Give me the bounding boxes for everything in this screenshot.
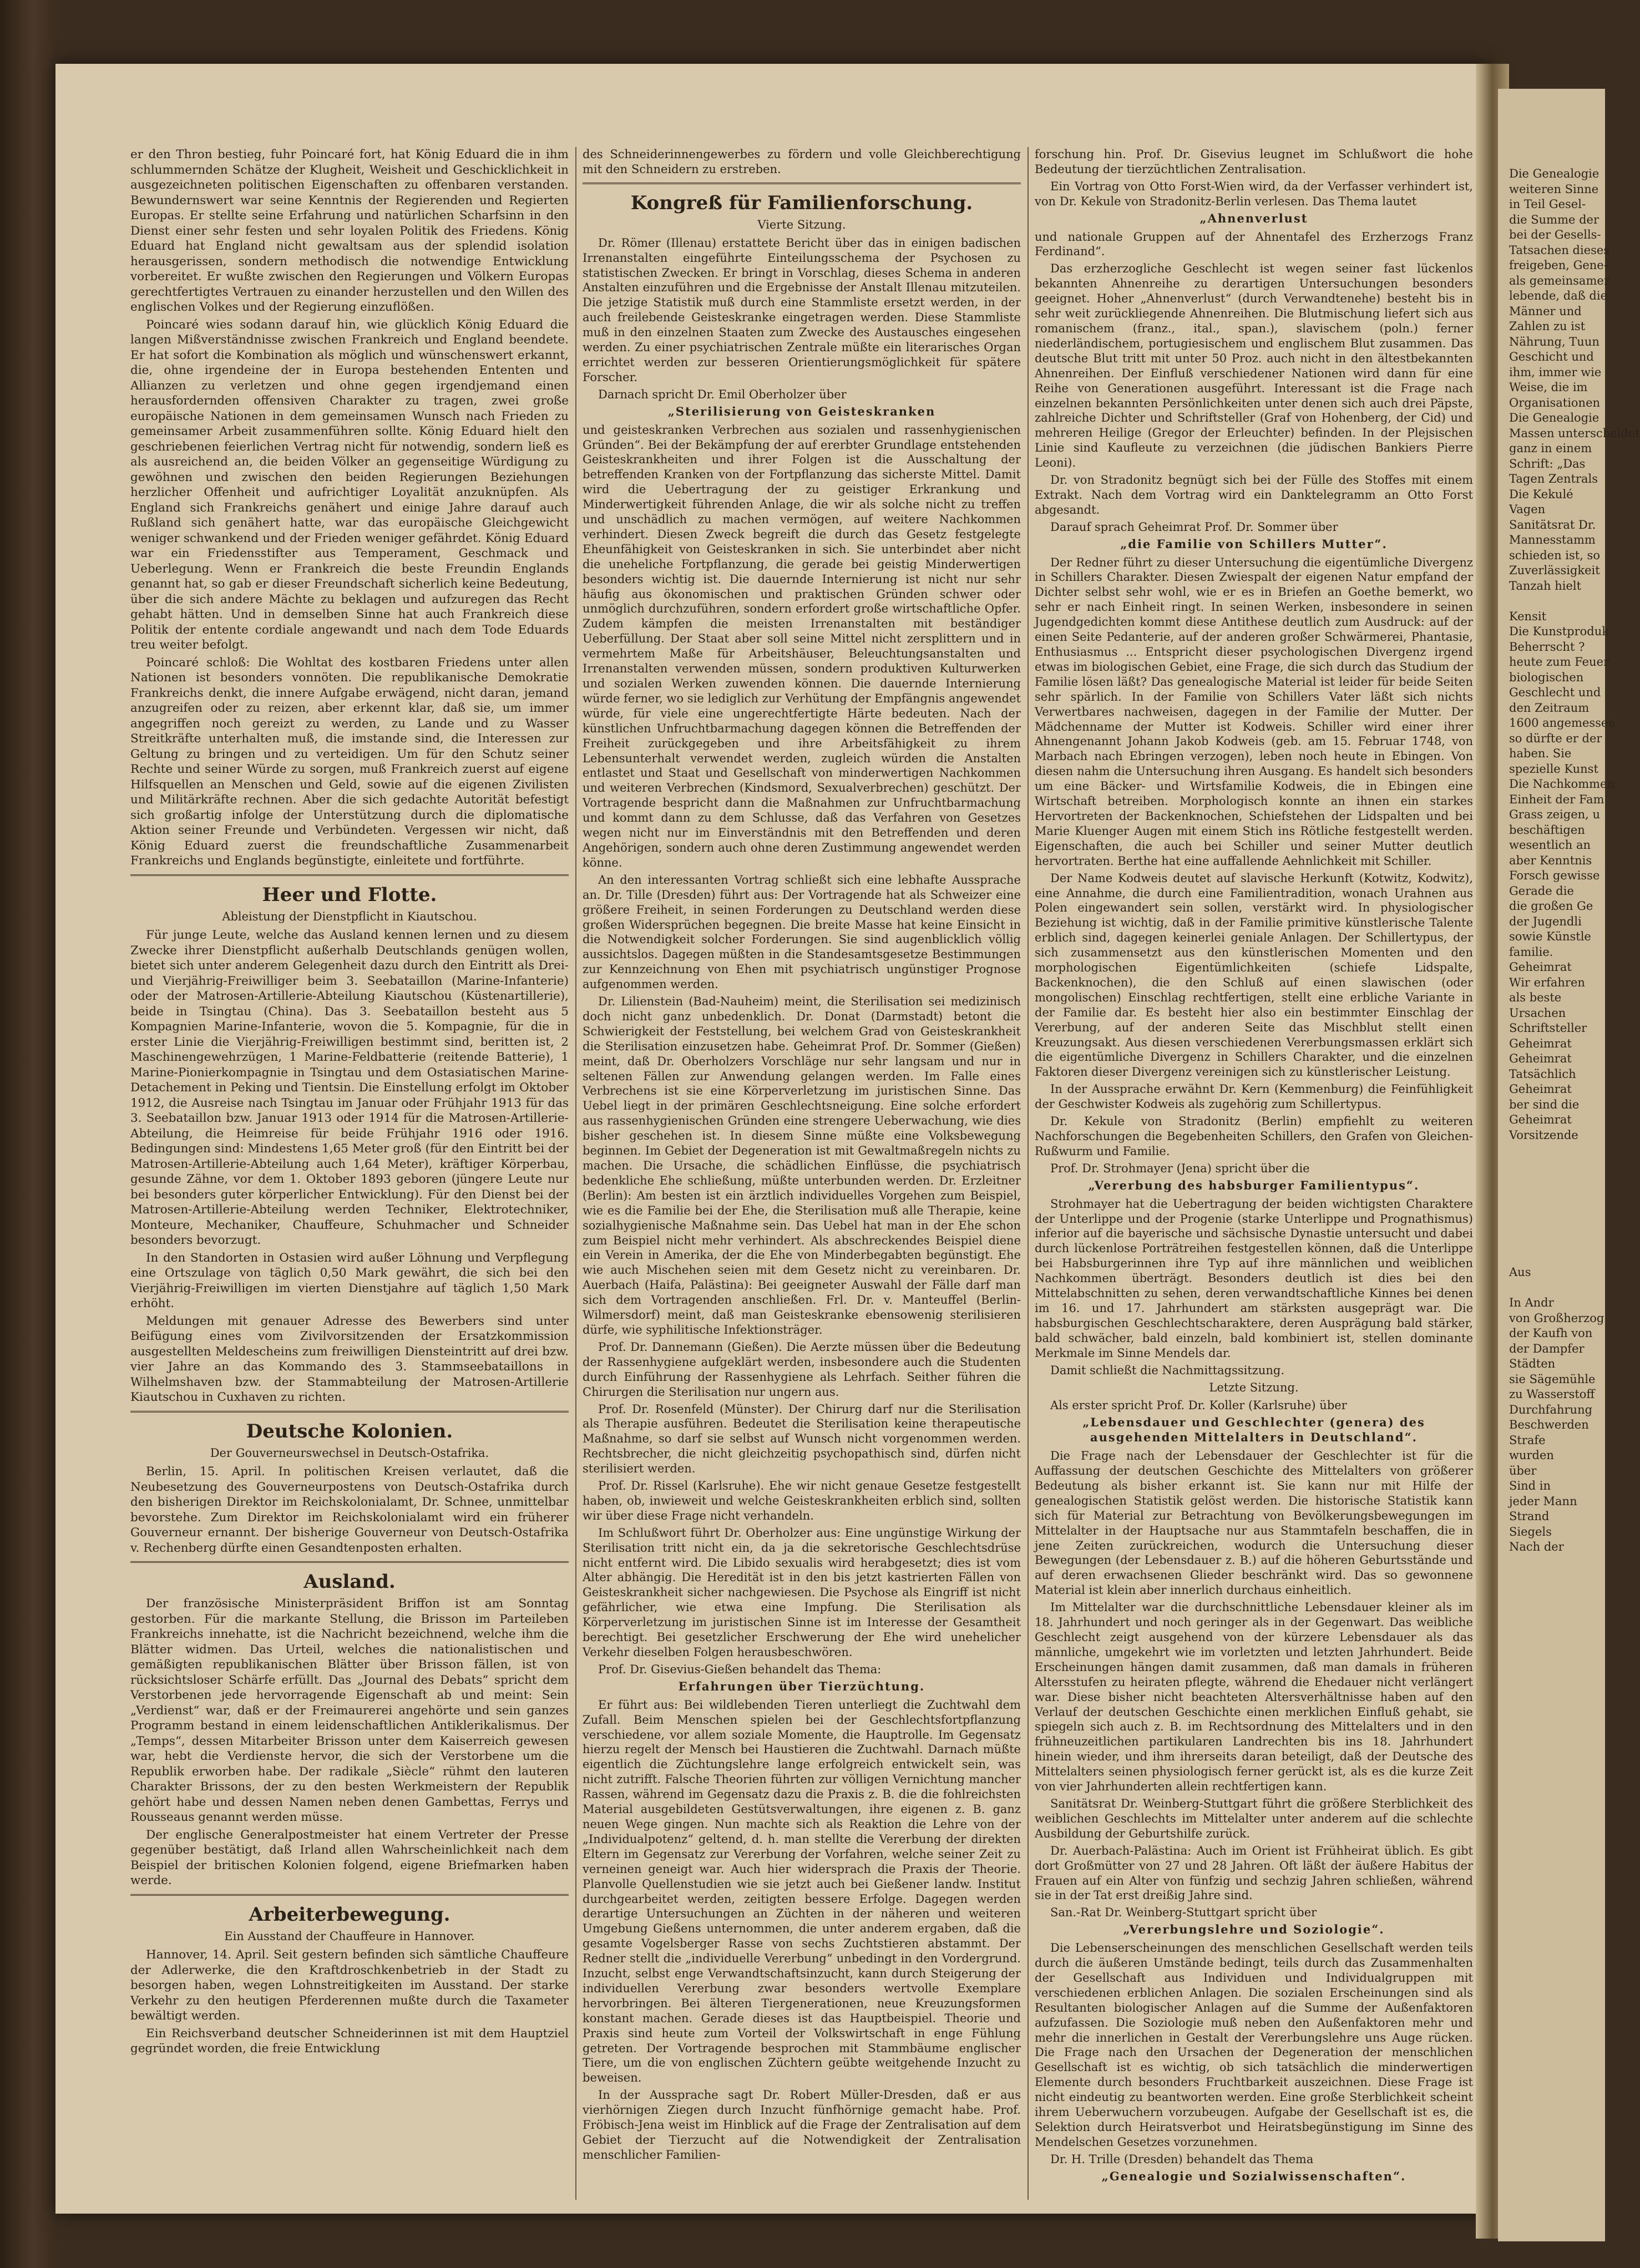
right-page-line [1509, 1280, 1603, 1296]
right-page-line: die großen Ge [1509, 899, 1593, 913]
right-page-line: der Dampfer [1509, 1341, 1585, 1355]
right-page-line: beschäftigen [1509, 823, 1585, 837]
right-page-line: jeder Mann [1509, 1494, 1577, 1508]
column-3 [1035, 147, 1473, 2188]
right-page-line: Grass zeigen, u [1509, 808, 1601, 821]
right-page-line: Kensit [1509, 609, 1547, 623]
right-page-line: wurden [1509, 1449, 1554, 1462]
article-text: Prof. Dr. Rosenfeld (Münster). Der Chirurg darf nur die Sterilisation als Therapie ausführen. Bedeutet die Sterilisation keine therapeutische Maßnahme, so darf sie selbst auf Wunsch nicht vorgenommen werden. Rechtsbrecher, die nicht gleichzeitig psychopathisch sind, dürfen nicht sterilisiert werden. [583, 1402, 1021, 1476]
right-page-line: Weise, die im [1509, 381, 1588, 394]
article-text: Darnach spricht Dr. Emil Oberholzer über [598, 387, 847, 401]
right-page-line: ihm, immer wie [1509, 365, 1602, 379]
right-page-line [1509, 1158, 1603, 1174]
right-page-line: heute zum Feuer [1509, 655, 1609, 669]
article-text: Darauf sprach Geheimrat Prof. Dr. Sommer über [1050, 520, 1338, 534]
article-text: Ein Vortrag von Otto Forst-Wien wird, da der Verfasser verhindert ist, von Dr. Kekule von Stradonitz-Berlin verlesen. Das Thema lautet [1035, 179, 1473, 208]
right-page-line: Mannesstamm [1509, 533, 1596, 546]
right-page-line: Vagen [1509, 503, 1546, 516]
right-page-line: Die Nachkommen [1509, 777, 1614, 791]
lecture-title: „Sterilisierung von Geisteskranken [667, 404, 936, 418]
article-text: An den interessanten Vortrag schließt sich eine lebhafte Aussprache an. Dr. Tille (Dresden) führt aus: Der Vortragende hat als Schweizer eine größere Freiheit, in seinen Forderungen zu Deutschland werden diese großen Widersprüchen begegnen. Die breite Masse hat keine Einsicht in die Notwendigkeit solcher Forderungen. Sie sind augenblicklich völlig aussichtslos. Dagegen müßten in die Standesamtsgesetze Bestimmungen zur Kennzeichnung von Ehen mit psychiatrisch ungünstiger Prognose aufgenommen werden. [583, 873, 1021, 991]
right-page-line: Schriftsteller [1509, 1021, 1587, 1035]
lecture-title: „Lebensdauer und Geschlechter (genera) des ausgehenden Mittelalters in Deutschland“. [1082, 1415, 1425, 1445]
article-text: In der Aussprache sagt Dr. Robert Müller-Dresden, daß er aus vierhörnigen Ziegen durch Inzucht fünfhörnige gemacht habe. Prof. Fröbisch-Jena weist im Hinblick auf die Frage der Zentralisation auf dem Gebiet der Tierzucht auf die Notwendigkeit der Zentralisation menschlicher Familien- [583, 2088, 1021, 2161]
right-page-line: Organisationen [1509, 396, 1601, 409]
right-page-line: Schrift: „Das [1509, 457, 1586, 470]
right-page-line [1509, 1234, 1603, 1250]
right-page-line: Beherrscht ? [1509, 640, 1585, 654]
lecture-title: Erfahrungen über Tierzüchtung. [678, 1679, 925, 1693]
right-page-line [1509, 1173, 1603, 1189]
section-heading: Arbeiterbewegung. [249, 1903, 451, 1926]
right-page-text [1509, 166, 1640, 1555]
lecture-title: „Ahnenverlust [1199, 211, 1308, 225]
right-page-line: Geheimrat [1509, 1082, 1572, 1096]
article-subheading: Ein Ausstand der Chauffeure in Hannover. [224, 1929, 475, 1943]
right-page-line [1509, 1189, 1603, 1204]
article-text: Der Redner führt zu dieser Untersuchung die eigentümliche Divergenz in Schillers Charakter. Diesen Zwiespalt der eigenen Natur empfand der Dichter selbst sehr wohl, wie er es in Briefen an Goethe bemerkt, wo sehr er nach Einheit ringt. In seinen Werken, insbesondere in seinen Jugendgedichten kommt diese Antithese deutlich zum Ausdruck: auf der einen Seite Pedanterie, auf der anderen großer Schwärmerei, Phantasie, Enthusiasmus ... Entspricht dieser psychologischen Divergenz irgend etwas im biologischen Gebiet, eine Frage, die sich durch das Studium der Familie lösen läßt? Das genealogische Material ist leider für beide Seiten sehr spärlich. In der Familie von Schillers Vater läßt sich nichts Verwertbares nachweisen, dagegen in der Familie der Mutter. Der Mädchenname der Mutter ist Kodweis. Schiller wird einer ihrer Ahnengenannt Johann Jakob Kodweis (geb. am 15. Februar 1748, von Marbach nach Ebringen verzogen), leben noch heute in Ebingen. Von diesen nahm die Untersuchung ihren Ausgang. Es handelt sich besonders um eine Bäcker- und Wirtsfamilie Kodweis, die in Ebingen eine Wirtschaft betreiben. Morphologisch konnte an ihnen ein starkes Hervortreten der Backenknochen, Schiefstehen der Lidspalten und bei Marie Kluenger Augen mit einem Stich ins Rötliche festgestellt werden. Eigenschaften, die auch bei Schiller und seiner Mutter deutlich hervortraten. Berthe hat eine auffallende Aehnlichkeit mit Schiller. [1035, 555, 1473, 868]
right-page-line: Geheimrat [1509, 1052, 1572, 1065]
right-page-line: der Kaufh von [1509, 1327, 1593, 1340]
article-text: und geisteskranken Verbrechen aus sozialen und rassenhygienischen Gründen“. Bei der Bekämpfung der auf ererbter Grundlage entstehenden Geisteskrankheiten und ihrer Folgen ist die Ausschaltung der betreffenden Kranken von der Fortpflanzung das sicherste Mittel. Damit wird die Uebertragung der zu geistiger Erkrankung und Minderwertigkeit führenden Anlage, die wir als solche nicht zu treffen und unschädlich zu machen vermögen, auf weitere Nachkommen verhindert. Diesen Zweck begreift die durch das Gesetz festgelegte Eheunfähigkeit von Geisteskranken in sich. Sie unterbindet aber nicht die uneheliche Fortpflanzung, die gerade bei geistig Minderwertigen besonders wichtig ist. Die dauernde Internierung ist nicht nur sehr häufig aus ökonomischen und praktischen Gründen schwer oder unmöglich durchzuführen, sondern erfordert große wirtschaftliche Opfer. Zudem kämpfen die meisten Irrenanstalten mit beständiger Ueberfüllung. Der Staat aber soll seine Mittel nicht zersplittern und in vermehrtem Maße für Arbeitshäuser, Beleuchtungsanstalten und Irrenanstalten verwenden müssen, sondern produktiven Kulturwerken und sozialen Werken zuwenden können. Die dauernde Internierung würde ferner, wo sie lediglich zur Verhütung der Empfängnis angewendet würde, für viele eine ungerechtfertigte Härte bedeuten. Nach der künstlichen Unfruchtbarmachung dagegen können die Betreffenden der Freiheit zurückgegeben und ihre Arbeitsfähigkeit zu ihrem Lebensunterhalt verwendet werden, zugleich würden die Anstalten entlastet und Staat und Gesellschaft von minderwertigen Nachkommen und weiteren Verbrechen (Kindsmord, Sexualverbrechen) geschützt. Der Vortragende bespricht dann die Maßnahmen zur Unfruchtbarmachung und kommt dann zu dem Schlusse, daß das Verfahren von Gesetzes wegen nicht nur im Einverständnis mit den Betreffenden und deren Angehörigen, sondern auch ohne deren Zustimmung angewendet werden könne. [583, 423, 1021, 869]
article-text: Prof. Dr. Dannemann (Gießen). Die Aerzte müssen über die Bedeutung der Rassenhygiene aufgeklärt werden, insbesondere auch die Studenten durch Einführung der Rassenhygiene als Lehrfach. Seither führen die Chirurgen die Sterilisation nur ungern aus. [583, 1340, 1021, 1399]
article-text: Der englische Generalpostmeister hat einem Vertreter der Presse gegenüber bestätigt, daß Irland allen Wahrscheinlichkeit nach dem Beispiel der britischen Kolonien folgend, eigene Briefmarken haben werde. [130, 1827, 569, 1887]
right-page-line: Einheit der Fam [1509, 792, 1604, 806]
right-page-line: Zuverlässigkeit [1509, 564, 1600, 577]
right-page-line: über [1509, 1464, 1537, 1477]
article-text: er den Thron bestieg, fuhr Poincaré fort, hat König Eduard die in ihm schlummernden Schätze der Klugheit, Weisheit und Geschicklichkeit in ausgezeichneten politischen Eigenschaften zu offenbaren verstanden. Bewundernswert war seine Kenntnis der Regierenden und Regierten Europas. Er stellte seine Erfahrung und natürlichen Scharfsinn in den Dienst einer sehr festen und sehr loyalen Politik des Friedens. König Eduard hat England nicht gewaltsam aus der splendid isolation herausgerissen, sondern methodisch die notwendige Entwicklung vorbereitet. Er wußte zwischen den Regierungen und Völkern Europas gerechtfertigtes Vertrauen zu einander herzustellen und den Willen des englischen Volkes und der Regierung einzuflößen. [130, 148, 569, 314]
right-page-line: sowie Künstle [1509, 930, 1591, 943]
article-subheading: Letzte Sitzung. [1209, 1380, 1299, 1394]
right-page-line: Geschlecht und [1509, 686, 1601, 699]
right-page-line: Aus [1509, 1265, 1531, 1279]
section-divider [130, 1411, 569, 1413]
article-text: Dr. Kekule von Stradonitz (Berlin) empfiehlt zu weiteren Nachforschungen die Begebenheiten Schillers, den Grafen von Gleichen-Rußwurm und Familie. [1035, 1115, 1473, 1158]
right-page-line: Die Kunstproduk [1509, 625, 1609, 638]
right-page-line: Die Genealogie [1509, 167, 1599, 180]
section-heading: Deutsche Kolonien. [246, 1420, 453, 1442]
right-page-line: den Zeitraum [1509, 701, 1590, 715]
right-page-line: Städten [1509, 1357, 1556, 1370]
article-text: Prof. Dr. Rissel (Karlsruhe). Ehe wir nicht genaue Gesetze festgestellt haben, ob, inwieweit und welche Geisteskrankheiten erblich sind, sollten wir über diese Frage nicht verhandeln. [583, 1479, 1021, 1522]
article-text: des Schneiderinnengewerbes zu fördern und volle Gleichberechtigung mit den Schneidern zu erstreben. [583, 148, 1021, 176]
right-page-line: Geschicht und [1509, 350, 1594, 363]
right-page-line: ber sind die [1509, 1097, 1580, 1111]
article-text: In den Standorten in Ostasien wird außer Löhnung und Verpflegung eine Ortszulage von täglich 0,50 Mark gewährt, die sich bei den Vierjährig-Freiwilligen im vierten Dienstjahre auf täglich 1,50 Mark erhöht. [130, 1251, 569, 1310]
right-page-line: Die Genealogie [1509, 411, 1599, 424]
article-text: Dr. von Stradonitz begnügt sich bei der Fülle des Stoffes mit einem Extrakt. Nach dem Vortrag wird ein Danktelegramm an Otto Forst abgesandt. [1035, 473, 1473, 517]
right-page-line [1509, 594, 1603, 609]
right-page-line: als beste [1509, 991, 1562, 1004]
article-subheading: Vierte Sitzung. [757, 217, 846, 231]
right-page-line: Geheimrat [1509, 960, 1572, 974]
lecture-title: „Vererbung des habsburger Familientypus“. [1088, 1178, 1420, 1192]
right-page-line: Wir erfahren [1509, 975, 1585, 989]
right-page-line: bei der Gesells- [1509, 228, 1601, 241]
right-page-line: weiteren Sinne [1509, 182, 1599, 196]
right-page-line: biologischen [1509, 670, 1584, 684]
right-page-line: als gemeinsamer [1509, 274, 1609, 287]
right-page-line: Tagen Zentrals [1509, 472, 1598, 485]
article-text: Poincaré schloß: Die Wohltat des kostbaren Friedens unter allen Nationen ist besonders vonnöten. Die republikanische Demokratie Frankreichs denkt, die innere Aufgabe erwägend, nicht daran, jemand anzugreifen oder zu reizen, aber erkennt klar, daß sie, um immer angegriffen noch gereizt zu werden, zu Lande und zu Wasser Streitkräfte unterhalten muß, die imstande sind, die Interessen zur Geltung zu bringen und zu verteidigen. Um für den Schutz seiner Rechte und seiner Würde zu sorgen, muß Frankreich zuerst auf eigene Hilfsquellen an Menschen und Geld, sowie auf die eigenen Zivilisten und Militärkräfte rechnen. Aber die sich gedachte Autorität befestigt sich großartig infolge der Unterstützung durch die diplomatische Aktion seiner Freunde und Verbündeten. Vergessen wir nicht, daß König Eduard zuerst die freundschaftliche Zusammenarbeit Frankreichs und Englands begünstigte, einleitete und fortführte. [130, 655, 569, 868]
right-page-line: aber Kenntnis [1509, 853, 1592, 867]
article-text: Damit schließt die Nachmittagssitzung. [1050, 1363, 1285, 1377]
right-page-line: ganz in einem [1509, 442, 1592, 455]
right-page-line: Vorsitzende [1509, 1128, 1578, 1142]
article-text: und nationale Gruppen auf der Ahnentafel des Erzherzogs Franz Ferdinand“. [1035, 230, 1473, 259]
article-text: forschung hin. Prof. Dr. Gisevius leugnet im Schlußwort die hohe Bedeutung der tierzüchtlichen Zentralisation. [1035, 148, 1473, 176]
article-text: Im Mittelalter war die durchschnittliche Lebensdauer kleiner als im 18. Jahrhundert und noch geringer als in der Gegenwart. Das weibliche Geschlecht zeigt ausgehend von der kürzere Lebensdauer als das männliche, umgekehrt wie im vorletzten und letzten Jahrhundert. Beide Erscheinungen hängen damit zusammen, daß man damals in früheren Altersstufen zu heiraten pflegte, während die Ehedauer nicht verlängert war. Diese bisher nicht beachteten Altersverhältnisse haben auf den Verlauf der deutschen Geschichte einen merklichen Einfluß gehabt, sie spiegeln sich auch z. B. im Rechtsordnung des Mittelalters und in den frühneuzeitlichen partikularen Landrechten bis ins 18. Jahrhundert hinein wieder, und ihm ihrerseits daran beteiligt, daß der Deutsche des Mittelalters seinen physiologisch ferner gerückt ist, als es die kurze Zeit von vier Jahrhunderten allein rechtfertigen kann. [1035, 1601, 1473, 1794]
right-page-line: Siegels [1509, 1525, 1552, 1538]
article-text: Das erzherzogliche Geschlecht ist wegen seiner fast lückenlos bekannten Ahnenreihe zu derartigen Untersuchungen besonders geeignet. Hoher „Ahnenverlust“ (durch Verwandtenehe) besteht bis in sehr weit zurückliegende Ahnenreihen. Die Blutmischung liefert sich aus romanischem (franz., ital., span.), slavischem (poln.) ferner niederländischem, portugiesischem und englischem Blut zusammen. Das deutsche Blut tritt mit unter 50 Proz. auch nicht in den ältestbekannten Ahnenreihen. Der Einfluß verschiedener Nationen wird dann für eine Reihe von Generationen ausgeführt. Interessant ist die Frage nach einzelnen bekannten Persönlichkeiten unter denen sich auch drei Päpste, zahlreiche Dichter und Schriftsteller (Graf von Hohenberg, der Cid) und mehreren Heilige (Gregor der Erleuchter) befinden. In der Plejsischen Linie sind Kaufleute zu verzeichnen (die jüdischen Bankiers Pierre Leoni). [1035, 262, 1473, 470]
right-page-line: die Summe der [1509, 212, 1599, 226]
right-page-line: Tatsachen dieses [1509, 243, 1610, 257]
article-subheading: Ableistung der Dienstpflicht in Kiautschou. [222, 909, 477, 923]
article-text: San.-Rat Dr. Weinberg-Stuttgart spricht über [1050, 1906, 1317, 1920]
article-text: Dr. Lilienstein (Bad-Nauheim) meint, die Sterilisation sei medizinisch doch nicht ganz unbedenklich. Dr. Donat (Darmstadt) betont die Schwierigkeit der Feststellung, bei welchem Grad von Geisteskrankheit die Sterilisation einzusetzen habe. Geheimrat Prof. Dr. Sommer (Gießen) meint, daß Dr. Oberholzers Vorschläge nur sehr langsam und nur in seltenen Fällen zur Anwendung gelangen werden. Im Falle eines Verbrechens ist sie eine Körperverletzung im juristischen Sinne. Das Uebel liegt in der primären Geschlechtsneigung. Eine solche erfordert aus rassenhygienischen Gründen eine strengere Ueberwachung, wie dies bisher geschehen ist. In diesem Sinne müßte eine Volksbewegung beginnen. Im Gebiet der Degeneration ist mit Gewaltmaßregeln nichts zu machen. Die Ursache, die schädlichen Einflüsse, die psychiatrisch bedenkliche Ehe schließung, müßte unterbunden werden. Dr. Erzleitner (Berlin): Am besten ist ein ärztlich individuelles Vorgehen zum Beispiel, wie es die Familie bei der Ehe, die Sterilisation muß alle Therapie, keine sozialhygienische Maßnahme sein. Das Uebel hat man in der Ehe schon zum Beispiel nicht mehr verhindert. Als abschreckendes Beispiel diene ein Verein in Amerika, der die Ehe von Minderbegabten begünstigt. Ehe wie auch Mischehen seien mit dem Gesetz nicht zu vereinbaren. Dr. Auerbach (Haifa, Palästina): Bei geeigneter Auswahl der Fälle darf man sich dem Vortragenden anschließen. Frl. Dr. v. Manteuffel (Berlin-Wilmersdorf) meint, daß man Geisteskranke ebensowenig sterilisieren dürfe, wie syphilitische Infektionsträger. [583, 995, 1021, 1336]
right-page-line: Gerade die [1509, 884, 1574, 898]
article-text: Dr. Auerbach-Palästina: Auch im Orient ist Frühheirat üblich. Es gibt dort Großmütter von 27 und 28 Jahren. Oft läßt der äußere Habitus der Frauen auf ein Alter von fünfzig und sechzig Jahren schließen, während sie in der Tat erst dreißig Jahre sind. [1035, 1844, 1473, 1902]
section-divider [130, 1894, 569, 1896]
section-heading: Ausland. [303, 1571, 396, 1593]
right-page-line: Sind in [1509, 1479, 1551, 1492]
right-page-line [1509, 1250, 1603, 1265]
right-page-line: Nährung, Tuun [1509, 335, 1599, 348]
article-text: Berlin, 15. April. In politischen Kreisen verlautet, daß die Neubesetzung des Gouverneurpostens von Deutsch-Ostafrika durch den bisherigen Direktor im Reichskolonialamt, Dr. Schnee, unmittelbar bevorstehe. Zum Direktor im Reichskolonialamt wird ein früherer Gouverneur ernannt. Der bisherige Gouverneur von Deutsch-Ostafrika v. Rechenberg dürfte einen Gesandtenposten erhalten. [130, 1465, 569, 1555]
column-rule [1027, 147, 1029, 2200]
article-text: Als erster spricht Prof. Dr. Koller (Karlsruhe) über [1050, 1399, 1347, 1413]
article-text: Im Schlußwort führt Dr. Oberholzer aus: Eine ungünstige Wirkung der Sterilisation tritt nicht ein, da ja die sekretorische Geschlechtsdrüse nicht entfernt wird. Die Libido sexualis wird herabgesetzt; dies ist vom Alter abhängig. Die Heredität ist in den bis jetzt kastrierten Fällen von Geisteskrankheit sicher nachgewiesen. Die Psychose als Eingriff ist nicht gefährlicher, wie etwa eine Impfung. Die Sterilisation als Körperverletzung im juristischen Sinne ist im Interesse der Gesamtheit berechtigt. Bei gesetzlicher Erschwerung der Ehe wird unehelicher Verkehr dieselben Folgen herausbeschwören. [583, 1526, 1021, 1659]
right-page-line: von Großherzog [1509, 1311, 1604, 1325]
column-2 [583, 147, 1021, 2165]
right-page-line: Männer und [1509, 304, 1582, 318]
article-text: Sanitätsrat Dr. Weinberg-Stuttgart führt die größere Sterblichkeit des weiblichen Geschlechts im Mittelalter unter anderem auf die schlechte Ausbildung der Geburtshilfe zurück. [1035, 1796, 1473, 1840]
right-page-line: Sanitätsrat Dr. [1509, 518, 1596, 531]
right-page-line: so dürfte er der [1509, 731, 1602, 745]
column-1 [130, 147, 569, 2059]
right-page-line: sie Sägemühle [1509, 1372, 1596, 1386]
right-page-line: Forsch gewisse [1509, 869, 1600, 882]
right-page-line: Beschwerden [1509, 1418, 1589, 1431]
right-page-line: Die Kekulé [1509, 487, 1573, 501]
section-divider [130, 1561, 569, 1563]
article-text: Er führt aus: Bei wildlebenden Tieren unterliegt die Zuchtwahl dem Zufall. Beim Menschen spielen bei der Geschlechtsfortpflanzung verschiedene, vor allem soziale Momente, die Hauptrolle. Im Gegensatz hierzu regelt der Mensch bei Haustieren die Zuchtwahl. Darnach müßte eigentlich die Züchtungslehre lange erfolgreich entwickelt sein, was nicht zutrifft. Falsche Theorien führten zur völligen Vernichtung mancher Rassen, während im Gegensatz dazu die Praxis z. B. die die fohlreichsten Material ausgebildeten Gestütsverwaltungen, ihre eigenen z. B. ganz neuen Wege gingen. Nun machte sich als Reaktion die Lehre von der „Individualpotenz“ geltend, d. h. man stellte die Vererbung der direkten Eltern im Gegensatz zur Vererbung der Vorfahren, welche seiner Zeit zu verneinen geneigt war. Auch hier widersprach die Praxis der Theorie. Planvolle Quellenstudien wie sie jetzt auch bei Gießener landw. Institut durchgearbeitet werden, zeitigten bessere Erfolge. Dagegen werden derartige Untersuchungen an Züchten in der näheren und weiteren Umgebung Gießens unternommen, die unter anderem ergaben, daß die gesamte Vogelsberger Rasse von sechs Zuchtstieren abstammt. Der Redner stellt die „individuelle Vererbung“ unbedingt in den Vordergrund. Inzucht, selbst enge Verwandtschaftsinzucht, kann durch Steigerung der individuellen Vererbung zwar besonders wertvolle Exemplare hervorbringen. Bei älteren Tiergenerationen, neue Kreuzungsformen konstant machen. Gerade dieses ist das Hauptbeispiel. Theorie und Praxis sind heute zum Vorteil der Volkswirtschaft in enge Fühlung getreten. Der Vortragende besprochen mit Stammbäume englischer Tiere, um die von englischen Züchtern geübte weitgehende Inzucht zu beweisen. [583, 1698, 1021, 2085]
article-text: Poincaré wies sodann darauf hin, wie glücklich König Eduard die langen Mißverständnisse zwischen Frankreich und England beendete. Er hat sofort die Kombination als möglich und wünschenswert erkannt, die, ohne irgendeine der in Europa bestehenden Ententen und Allianzen zu verletzen und ohne gegen irgendjemand einen herausfordernden offensiven Charakter zu tragen, zwei große europäische Nationen in dem gemeinsamen Wunsch nach Frieden zu gemeinsamer Arbeit zusammenführen sollte. König Eduard hielt den geschriebenen feierlichen Vertrag nicht für notwendig, sondern ließ es als ausreichend an, die beiden Völker an gegenseitige Würdigung zu gewöhnen und zwischen den beiden Regierungen Beziehungen herzlicher Offenheit und aufrichtiger Loyalität anzuknüpfen. Als England sich Frankreichs genähert und einige Jahre darauf auch Rußland sich genähert hatte, war das europäische Gleichgewicht weniger schwankend und der Frieden weniger gefährdet. König Eduard war ein Friedensstifter aus Temperament, Geschmack und Ueberlegung. Wenn er Frankreich die beste Freundin Englands genannt hat, so gab er dieser Freundschaft sicherlich keine Bedeutung, über die sich andere Mächte zu beklagen und aufzuregen das Recht gehabt hätten. Und in demselben Sinne hat auch Frankreich diese Politik der entente cordiale angewandt und nach dem Tode Eduards treu weiter befolgt. [130, 317, 569, 652]
right-page-line [1509, 1219, 1603, 1235]
column-rule [575, 147, 576, 2200]
article-subheading: Der Gouverneurswechsel in Deutsch-Ostafrika. [210, 1446, 489, 1460]
article-text: Dr. H. Trille (Dresden) behandelt das Thema [1050, 2152, 1314, 2166]
right-page-line: freigeben, Gene- [1509, 259, 1608, 272]
article-text: Hannover, 14. April. Seit gestern befinden sich sämtliche Chauffeure der Adlerwerke, die den Kraftdroschkenbetrieb in der Stadt zu besorgen haben, wegen Lohnstreitigkeiten im Ausstand. Der starke Verkehr zu den heutigen Pferderennen mußte durch die Taxameter bewältigt werden. [130, 1948, 569, 2023]
right-page-line [1509, 1143, 1603, 1158]
article-text: Meldungen mit genauer Adresse des Bewerbers sind unter Beifügung eines vom Zivilvorsitzenden der Ersatzkommission ausgestellten Meldescheins zum freiwilligen Diensteintritt auf drei bzw. vier Jahre an das Kommando des 3. Stammseebataillons in Wilhelmshaven bzw. der Stammabteilung der Matrosen-Artillerie Kiautschou in Cuxhaven zu richten. [130, 1314, 569, 1404]
right-page-line: schieden ist, so [1509, 548, 1600, 562]
section-heading: Heer und Flotte. [262, 883, 437, 906]
section-divider [130, 874, 569, 876]
article-text: Ein Reichsverband deutscher Schneiderinnen ist mit dem Hauptziel gegründet worden, die freie Entwicklung [130, 2026, 569, 2056]
right-page-line: familie. [1509, 945, 1553, 959]
right-page-line: Zahlen zu ist [1509, 320, 1586, 333]
right-page-line: haben. Sie [1509, 747, 1572, 760]
right-page-line: Tanzah hielt [1509, 579, 1582, 593]
right-page-line: zu Wasserstoff [1509, 1388, 1595, 1401]
right-page-line: in Teil Gesel- [1509, 198, 1586, 211]
right-page-line: Strafe [1509, 1433, 1546, 1447]
article-text: Die Frage nach der Lebensdauer der Geschlechter ist für die Auffassung der deutschen Geschichte des Mittelalters von größerer Bedeutung als bisher erkannt ist. Sie kann nur mit Hilfe der genealogischen Statistik gelöst werden. Die historische Statistik kann sich für Material zur Betrachtung von Bevölkerungsbewegungen im Mittelalter in der Hauptsache nur aus Stammtafeln beschaffen, die in jene Zeiten zurückreichen, wodurch die Untersuchung dieser Bewegungen (der Lebensdauer z. B.) auf die höheren Geburtsstände und auf deren erwachsenen Glieder beschränkt wird. Das so gewonnene Material ist klein aber innerlich durchaus einheitlich. [1035, 1449, 1473, 1597]
right-page-line: Strand [1509, 1510, 1550, 1523]
right-page-line: spezielle Kunst [1509, 762, 1598, 776]
right-page-line: der Jugendli [1509, 914, 1582, 928]
right-page-line: Ursachen [1509, 1006, 1566, 1020]
article-text: Dr. Römer (Illenau) erstattete Bericht über das in einigen badischen Irrenanstalten eingeführte Einteilungsschema der Psychosen zu statistischen Zwecken. Er bringt in Vorschlag, dieses Schema in anderen Anstalten einzuführen und die Ergebnisse der Anstalt Illenau mitzuteilen. Die jetzige Statistik muß durch eine Stammliste ersetzt werden, in der auch freilebende Geisteskranke eingetragen werden. Diese Stammliste muß in den einzelnen Staaten zum Zwecke des Austausches eingesehen werden. Zu einer psychiatrischen Zentrale müßte ein literarisches Organ errichtet werden zur besseren Orientierungsmöglichkeit für spätere Forscher. [583, 236, 1021, 384]
right-page-line: lebende, daß die [1509, 289, 1608, 302]
right-page-line: In Andr [1509, 1296, 1554, 1309]
lecture-title: „die Familie von Schillers Mutter“. [1120, 536, 1388, 551]
article-text: Der Name Kodweis deutet auf slavische Herkunft (Kotwitz, Kodwitz), eine Annahme, die durch eine Familientradition, wonach Urahnen aus Polen eingewandert sein sollen, verstärkt wird. In physiologischer Beziehung ist wichtig, daß in der Familie primitive künstlerische Talente erblich sind, dagegen keinerlei geniale Anlagen. Der Schillertypus, der sich zusammensetzt aus den künstlerischen Momenten und den morphologischen Eigentümlichkeiten (schiefe Lidspalte, Backenknochen), die den Schluß auf einen slawischen (oder mongolischen) Einschlag rechtfertigen, stellt eine erbliche Variante in der Familie dar. Es besteht hier also ein bestimmter Einschlag der Vererbung, auf der anderen Seite das Mischblut stellt einen Kreuzungsakt. Aus diesen verschiedenen Vererbungsmassen erklärt sich die eigentümliche Divergenz in Schillers Charakter, und die einzelnen Faktoren dieser Divergenz vereinigen sich zu künstlerischer Leistung. [1035, 871, 1473, 1079]
article-text: Die Lebenserscheinungen des menschlichen Gesellschaft werden teils durch die äußeren Umstände bedingt, teils durch das Zusammenhalten der Gesellschaft aus Individuen und Individualgruppen mit verschiedenen erblichen Anlagen. Die sozialen Erscheinungen sind als Resultanten biologischer Anlagen auf die Summe der Außenfaktoren aufzufassen. Die Soziologie muß neben den Außenfaktoren mehr und mehr die innerlichen in Gestalt der Vererbungslehre uns Auge rücken. Die Frage nach den Ursachen der Degeneration der menschlichen Gesellschaft ist es wichtig, ob sich tatsächlich die minderwertigen Elemente durch besonders Fruchtbarkeit auszeichnen. Diese Frage ist nicht eindeutig zu beantworten werden. Eine große Sterblichkeit scheint ihrem Ueberwuchern vorzubeugen. Aufgabe der Gesellschaft ist es, die Selektion durch Heiratsverbot und Heiratsbegünstigung im Sinne des Mendelschen Gesetzes vorzunehmen. [1035, 1941, 1473, 2149]
right-page-line: Tatsächlich [1509, 1067, 1576, 1081]
article-text: Der französische Ministerpräsident Briffon ist am Sonntag gestorben. Für die markante Stellung, die Brisson im Parteileben Frankreichs innehatte, ist die Nachricht bezeichnend, welche ihm die Blätter widmen. Das Urteil, welches die nationalistischen und gemäßigten republikanischen Blätter über Brisson fällen, ist von rücksichtsloser Schärfe erfüllt. Das „Journal des Debats“ spricht dem Verstorbenen jede hervorragende Eigenschaft ab und meint: Sein „Verdienst“ war, daß er der Freimaurerei angehörte und sein ganzes Programm bestand in einem leidenschaftlichen Antiklerikalismus. Der „Temps“, dessen Mitarbeiter Brisson unter dem Kaiserreich gewesen war, hebt die Verdienste hervor, die sich der Verstorbene um die Republik erworben habe. Der radikale „Siècle“ rühmt den lauteren Charakter Brissons, der zu den besten Werkmeistern der Republik gehört habe und dessen Namen neben denen Gambettas, Ferrys und Rousseaus genannt werden müsse. [130, 1597, 569, 1824]
article-text: Prof. Dr. Strohmayer (Jena) spricht über die [1050, 1161, 1310, 1175]
right-page-line: Nach der [1509, 1540, 1564, 1553]
right-page-line: Durchfahrung [1509, 1403, 1593, 1416]
article-text: Strohmayer hat die Uebertragung der beiden wichtigsten Charaktere der Unterlippe und der Progenie (starke Unterlippe und Prognathismus) inferior auf die bayerische und sächsische Dynastie untersucht und dabei durch lückenlose Porträtreihen festgestellen können, daß die Unterlippe bei Habsburgerinnen ihre Typ auf ihre männlichen und weiblichen Nachkommen überträgt. Besonders deutlich ist dies bei den Mittelabschnitten zu sehen, deren verwandtschaftliche Kinnes bei denen im 16. und 17. Jahrhundert am stärksten ausgeprägt war. Die habsburgischen Geschlechtscharaktere, deren Ausprägung bald stärker, bald schwächer, bald einzeln, bald kombiniert ist, stellen dominante Merkmale im Sinne Mendels dar. [1035, 1197, 1473, 1360]
right-page-line: Geheimrat [1509, 1113, 1572, 1126]
section-divider [583, 183, 1021, 184]
lecture-title: „Vererbungslehre und Soziologie“. [1123, 1922, 1385, 1937]
article-text: In der Aussprache erwähnt Dr. Kern (Kemmenburg) die Feinfühligkeit der Geschwister Kodweis als zugehörig zum Schillertypus. [1035, 1082, 1473, 1111]
lecture-title: „Genealogie und Sozialwissenschaften“. [1101, 2169, 1406, 2183]
right-page-line: 1600 angemessen [1509, 716, 1616, 730]
right-page-line: Geheimrat [1509, 1036, 1572, 1050]
right-page-line [1509, 1204, 1603, 1219]
article-text: Für junge Leute, welche das Ausland kennen lernen und zu diesem Zwecke ihrer Dienstpflicht außerhalb Deutschlands genügen wollen, bietet sich unter anderem Gelegenheit dazu durch den Eintritt als Drei- und Vierjährig-Freiwilliger beim 3. Seebataillon (Marine-Infanterie) oder der Matrosen-Artillerie-Abteilung Kiautschou (Küstenartillerie), beide in Tsingtau (China). Das 3. Seebataillon besteht aus 5 Kompagnien Marine-Infanterie, wovon die 5. Kompagnie, für die in erster Linie die Vierjährig-Freiwilligen bestimmt sind, beritten ist, 2 Maschinengewehrzügen, 1 Marine-Feldbatterie (reitende Batterie), 1 Marine-Pionierkompagnie in Tsingtau und dem Ostasiatischen Marine-Detachement in Peking und Tientsin. Die Einstellung erfolgt im Oktober 1912, die Ausreise nach Tsingtau im Januar oder Frühjahr 1913 für das 3. Seebataillon bzw. Januar 1913 oder 1914 für die Matrosen-Artillerie-Abteilung, die Heimreise für beide Frühjahr 1916 oder 1916. Bedingungen sind: Mindestens 1,65 Meter groß (für den Eintritt bei der Matrosen-Artillerie-Abteilung auch 1,64 Meter), kräftiger Körperbau, gesunde Zähne, vor dem 1. Oktober 1893 geboren (jüngere Leute nur bei besonders guter körperlicher Entwicklung). Für den Dienst bei der Matrosen-Artillerie-Abteilung werden Techniker, Elektrotechniker, Monteure, Mechaniker, Chauffeure, Schuhmacher und Schneider besonders bevorzugt. [130, 928, 569, 1247]
section-heading: Kongreß für Familienforschung. [630, 191, 973, 214]
right-page-line: Massen unterscheidet [1509, 426, 1640, 440]
right-page-line: wesentlich an [1509, 838, 1591, 852]
article-text: Prof. Dr. Gisevius-Gießen behandelt das Thema: [598, 1662, 882, 1676]
